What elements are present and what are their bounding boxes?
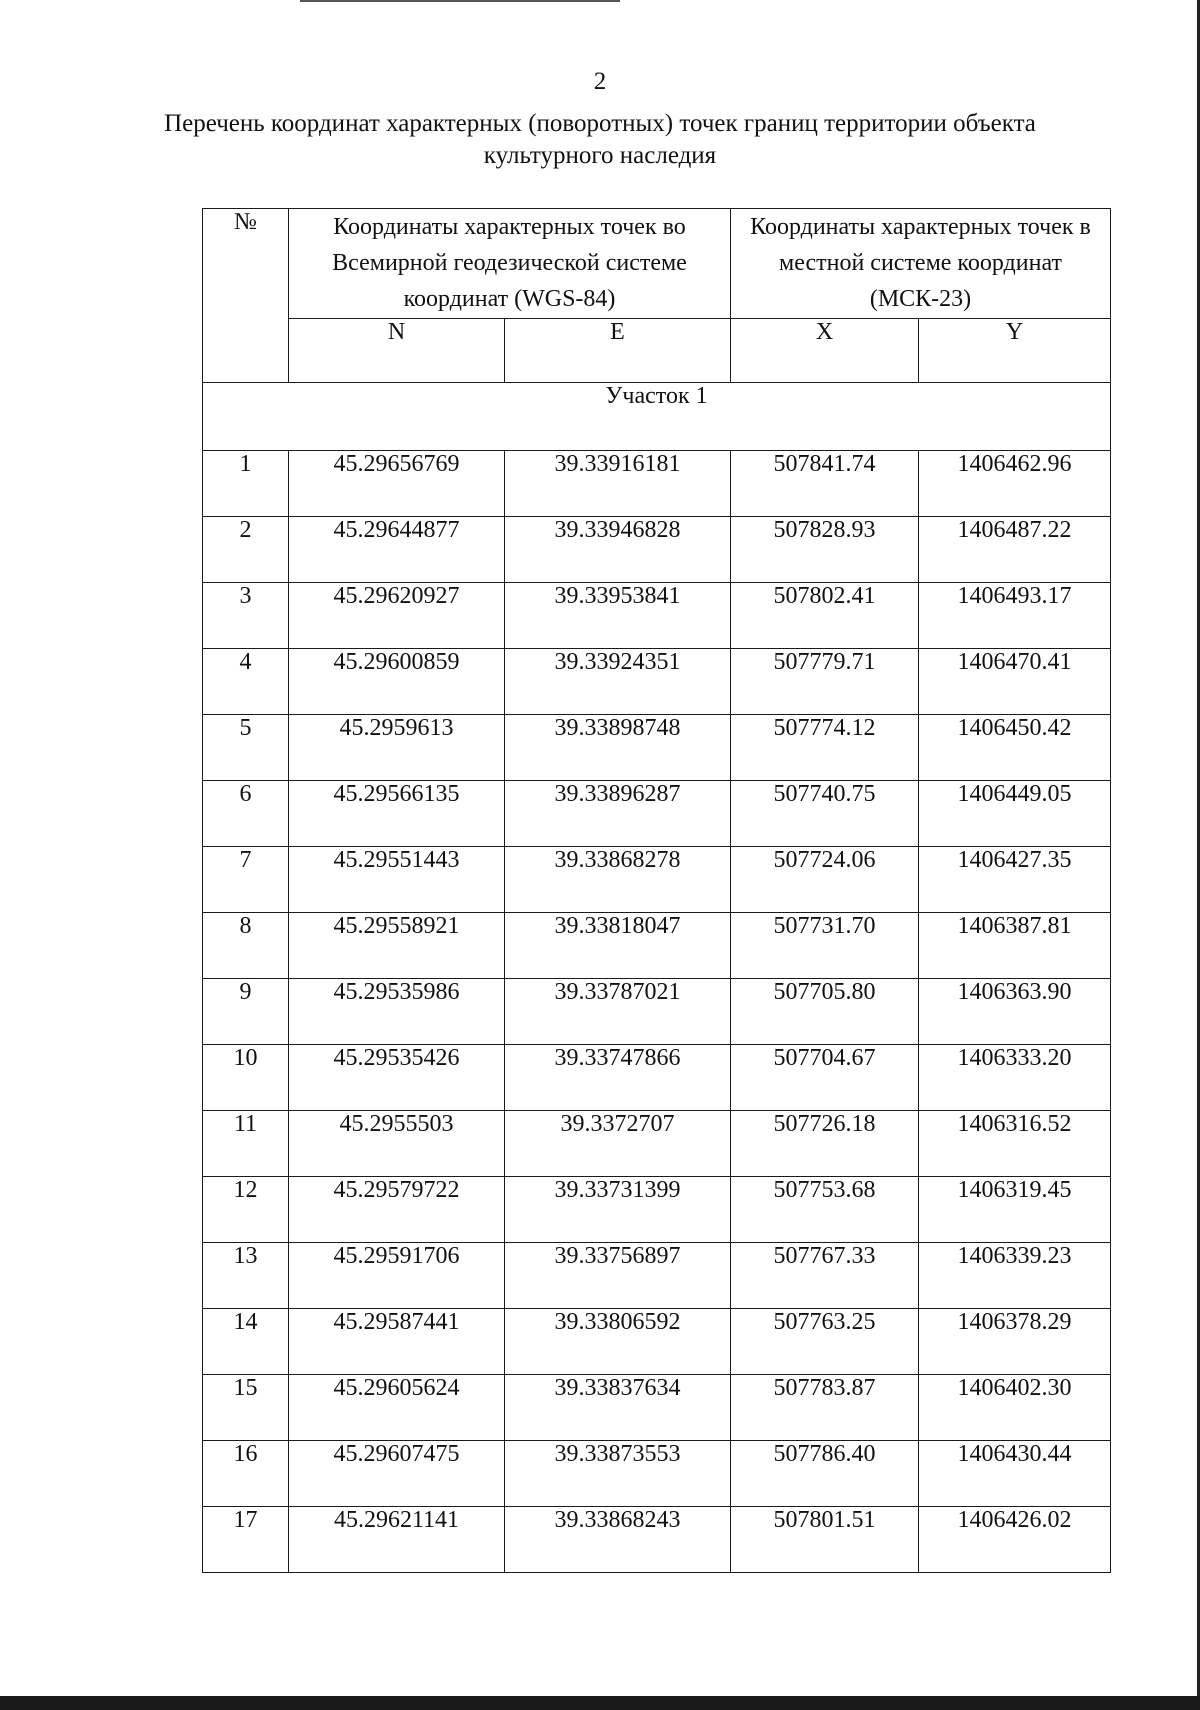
cell-number: 7: [203, 847, 289, 913]
table-row: [203, 1111, 1111, 1177]
cell-x: 507779.71: [731, 649, 919, 715]
coordinates-table-body: [203, 209, 1111, 1573]
cell-e: 39.33806592: [505, 1309, 731, 1375]
table-row: [203, 583, 1111, 649]
cell-number: 8: [203, 913, 289, 979]
table-row: [203, 517, 1111, 583]
cell-x: 507801.51: [731, 1507, 919, 1573]
cell-x: 507731.70: [731, 913, 919, 979]
cell-e: 39.33818047: [505, 913, 731, 979]
cell-number: 4: [203, 649, 289, 715]
cell-n: 45.29607475: [289, 1441, 505, 1507]
cell-e: 39.33873553: [505, 1441, 731, 1507]
cell-e: 39.33756897: [505, 1243, 731, 1309]
cell-n: 45.29620927: [289, 583, 505, 649]
cell-y: 1406319.45: [919, 1177, 1111, 1243]
cell-n: 45.29558921: [289, 913, 505, 979]
cell-number: 9: [203, 979, 289, 1045]
cell-e: 39.33787021: [505, 979, 731, 1045]
cell-n: 45.2955503: [289, 1111, 505, 1177]
cell-n: 45.2959613: [289, 715, 505, 781]
cell-y: 1406470.41: [919, 649, 1111, 715]
cell-x: 507726.18: [731, 1111, 919, 1177]
scan-edge-top: [300, 0, 620, 2]
cell-number: 5: [203, 715, 289, 781]
header-row-axes: [203, 319, 1111, 383]
header-e: E: [505, 319, 731, 383]
cell-y: 1406493.17: [919, 583, 1111, 649]
cell-number: 10: [203, 1045, 289, 1111]
cell-e: 39.33747866: [505, 1045, 731, 1111]
cell-y: 1406426.02: [919, 1507, 1111, 1573]
coordinates-table: [202, 208, 1111, 1573]
cell-y: 1406462.96: [919, 451, 1111, 517]
cell-y: 1406378.29: [919, 1309, 1111, 1375]
cell-y: 1406387.81: [919, 913, 1111, 979]
cell-e: 39.3372707: [505, 1111, 731, 1177]
cell-y: 1406449.05: [919, 781, 1111, 847]
cell-x: 507763.25: [731, 1309, 919, 1375]
cell-e: 39.33868278: [505, 847, 731, 913]
cell-y: 1406487.22: [919, 517, 1111, 583]
cell-x: 507774.12: [731, 715, 919, 781]
cell-x: 507705.80: [731, 979, 919, 1045]
cell-n: 45.29656769: [289, 451, 505, 517]
table-row: [203, 913, 1111, 979]
cell-x: 507828.93: [731, 517, 919, 583]
cell-e: 39.33868243: [505, 1507, 731, 1573]
table-row: [203, 1243, 1111, 1309]
cell-number: 2: [203, 517, 289, 583]
header-number: №: [203, 209, 289, 383]
cell-x: 507724.06: [731, 847, 919, 913]
scan-edge-bottom: [0, 1696, 1200, 1710]
cell-n: 45.29535986: [289, 979, 505, 1045]
table-row: [203, 451, 1111, 517]
cell-number: 16: [203, 1441, 289, 1507]
table-row: [203, 1507, 1111, 1573]
cell-n: 45.29579722: [289, 1177, 505, 1243]
document-title: Перечень координат характерных (поворотных) точек границ территории объекта культурного наследия: [164, 110, 1036, 169]
cell-n: 45.29587441: [289, 1309, 505, 1375]
cell-y: 1406333.20: [919, 1045, 1111, 1111]
section-title: Участок 1: [203, 383, 1111, 451]
cell-n: 45.29600859: [289, 649, 505, 715]
cell-y: 1406339.23: [919, 1243, 1111, 1309]
cell-n: 45.29535426: [289, 1045, 505, 1111]
header-wgs84-group: Координаты характерных точек во Всемирной геодезической системе координат (WGS-84): [289, 209, 731, 319]
cell-number: 6: [203, 781, 289, 847]
cell-n: 45.29591706: [289, 1243, 505, 1309]
header-n: N: [289, 319, 505, 383]
cell-n: 45.29621141: [289, 1507, 505, 1573]
cell-e: 39.33731399: [505, 1177, 731, 1243]
cell-e: 39.33946828: [505, 517, 731, 583]
cell-y: 1406402.30: [919, 1375, 1111, 1441]
cell-n: 45.29551443: [289, 847, 505, 913]
header-x: X: [731, 319, 919, 383]
cell-number: 3: [203, 583, 289, 649]
table-row: [203, 1309, 1111, 1375]
table-row: [203, 649, 1111, 715]
page-number: 2: [593, 68, 607, 95]
cell-number: 12: [203, 1177, 289, 1243]
cell-number: 17: [203, 1507, 289, 1573]
cell-e: 39.33953841: [505, 583, 731, 649]
cell-x: 507740.75: [731, 781, 919, 847]
cell-x: 507802.41: [731, 583, 919, 649]
cell-y: 1406450.42: [919, 715, 1111, 781]
cell-number: 13: [203, 1243, 289, 1309]
cell-e: 39.33896287: [505, 781, 731, 847]
cell-e: 39.33898748: [505, 715, 731, 781]
cell-number: 14: [203, 1309, 289, 1375]
cell-e: 39.33837634: [505, 1375, 731, 1441]
header-y: Y: [919, 319, 1111, 383]
table-row: [203, 1177, 1111, 1243]
table-row: [203, 1441, 1111, 1507]
cell-x: 507767.33: [731, 1243, 919, 1309]
cell-number: 11: [203, 1111, 289, 1177]
cell-n: 45.29605624: [289, 1375, 505, 1441]
cell-x: 507753.68: [731, 1177, 919, 1243]
table-row: [203, 847, 1111, 913]
cell-y: 1406430.44: [919, 1441, 1111, 1507]
header-msk23-group: Координаты характерных точек в местной системе координат (МСК-23): [731, 209, 1111, 319]
cell-x: 507704.67: [731, 1045, 919, 1111]
cell-n: 45.29644877: [289, 517, 505, 583]
table-row: [203, 1375, 1111, 1441]
cell-y: 1406316.52: [919, 1111, 1111, 1177]
table-row: [203, 1045, 1111, 1111]
cell-x: 507783.87: [731, 1375, 919, 1441]
table-row: [203, 715, 1111, 781]
cell-x: 507786.40: [731, 1441, 919, 1507]
cell-x: 507841.74: [731, 451, 919, 517]
table-row: [203, 979, 1111, 1045]
cell-e: 39.33916181: [505, 451, 731, 517]
cell-e: 39.33924351: [505, 649, 731, 715]
cell-n: 45.29566135: [289, 781, 505, 847]
cell-number: 15: [203, 1375, 289, 1441]
cell-y: 1406363.90: [919, 979, 1111, 1045]
section-row: [203, 383, 1111, 451]
table-row: [203, 781, 1111, 847]
cell-number: 1: [203, 451, 289, 517]
cell-y: 1406427.35: [919, 847, 1111, 913]
header-row-groups: [203, 209, 1111, 319]
